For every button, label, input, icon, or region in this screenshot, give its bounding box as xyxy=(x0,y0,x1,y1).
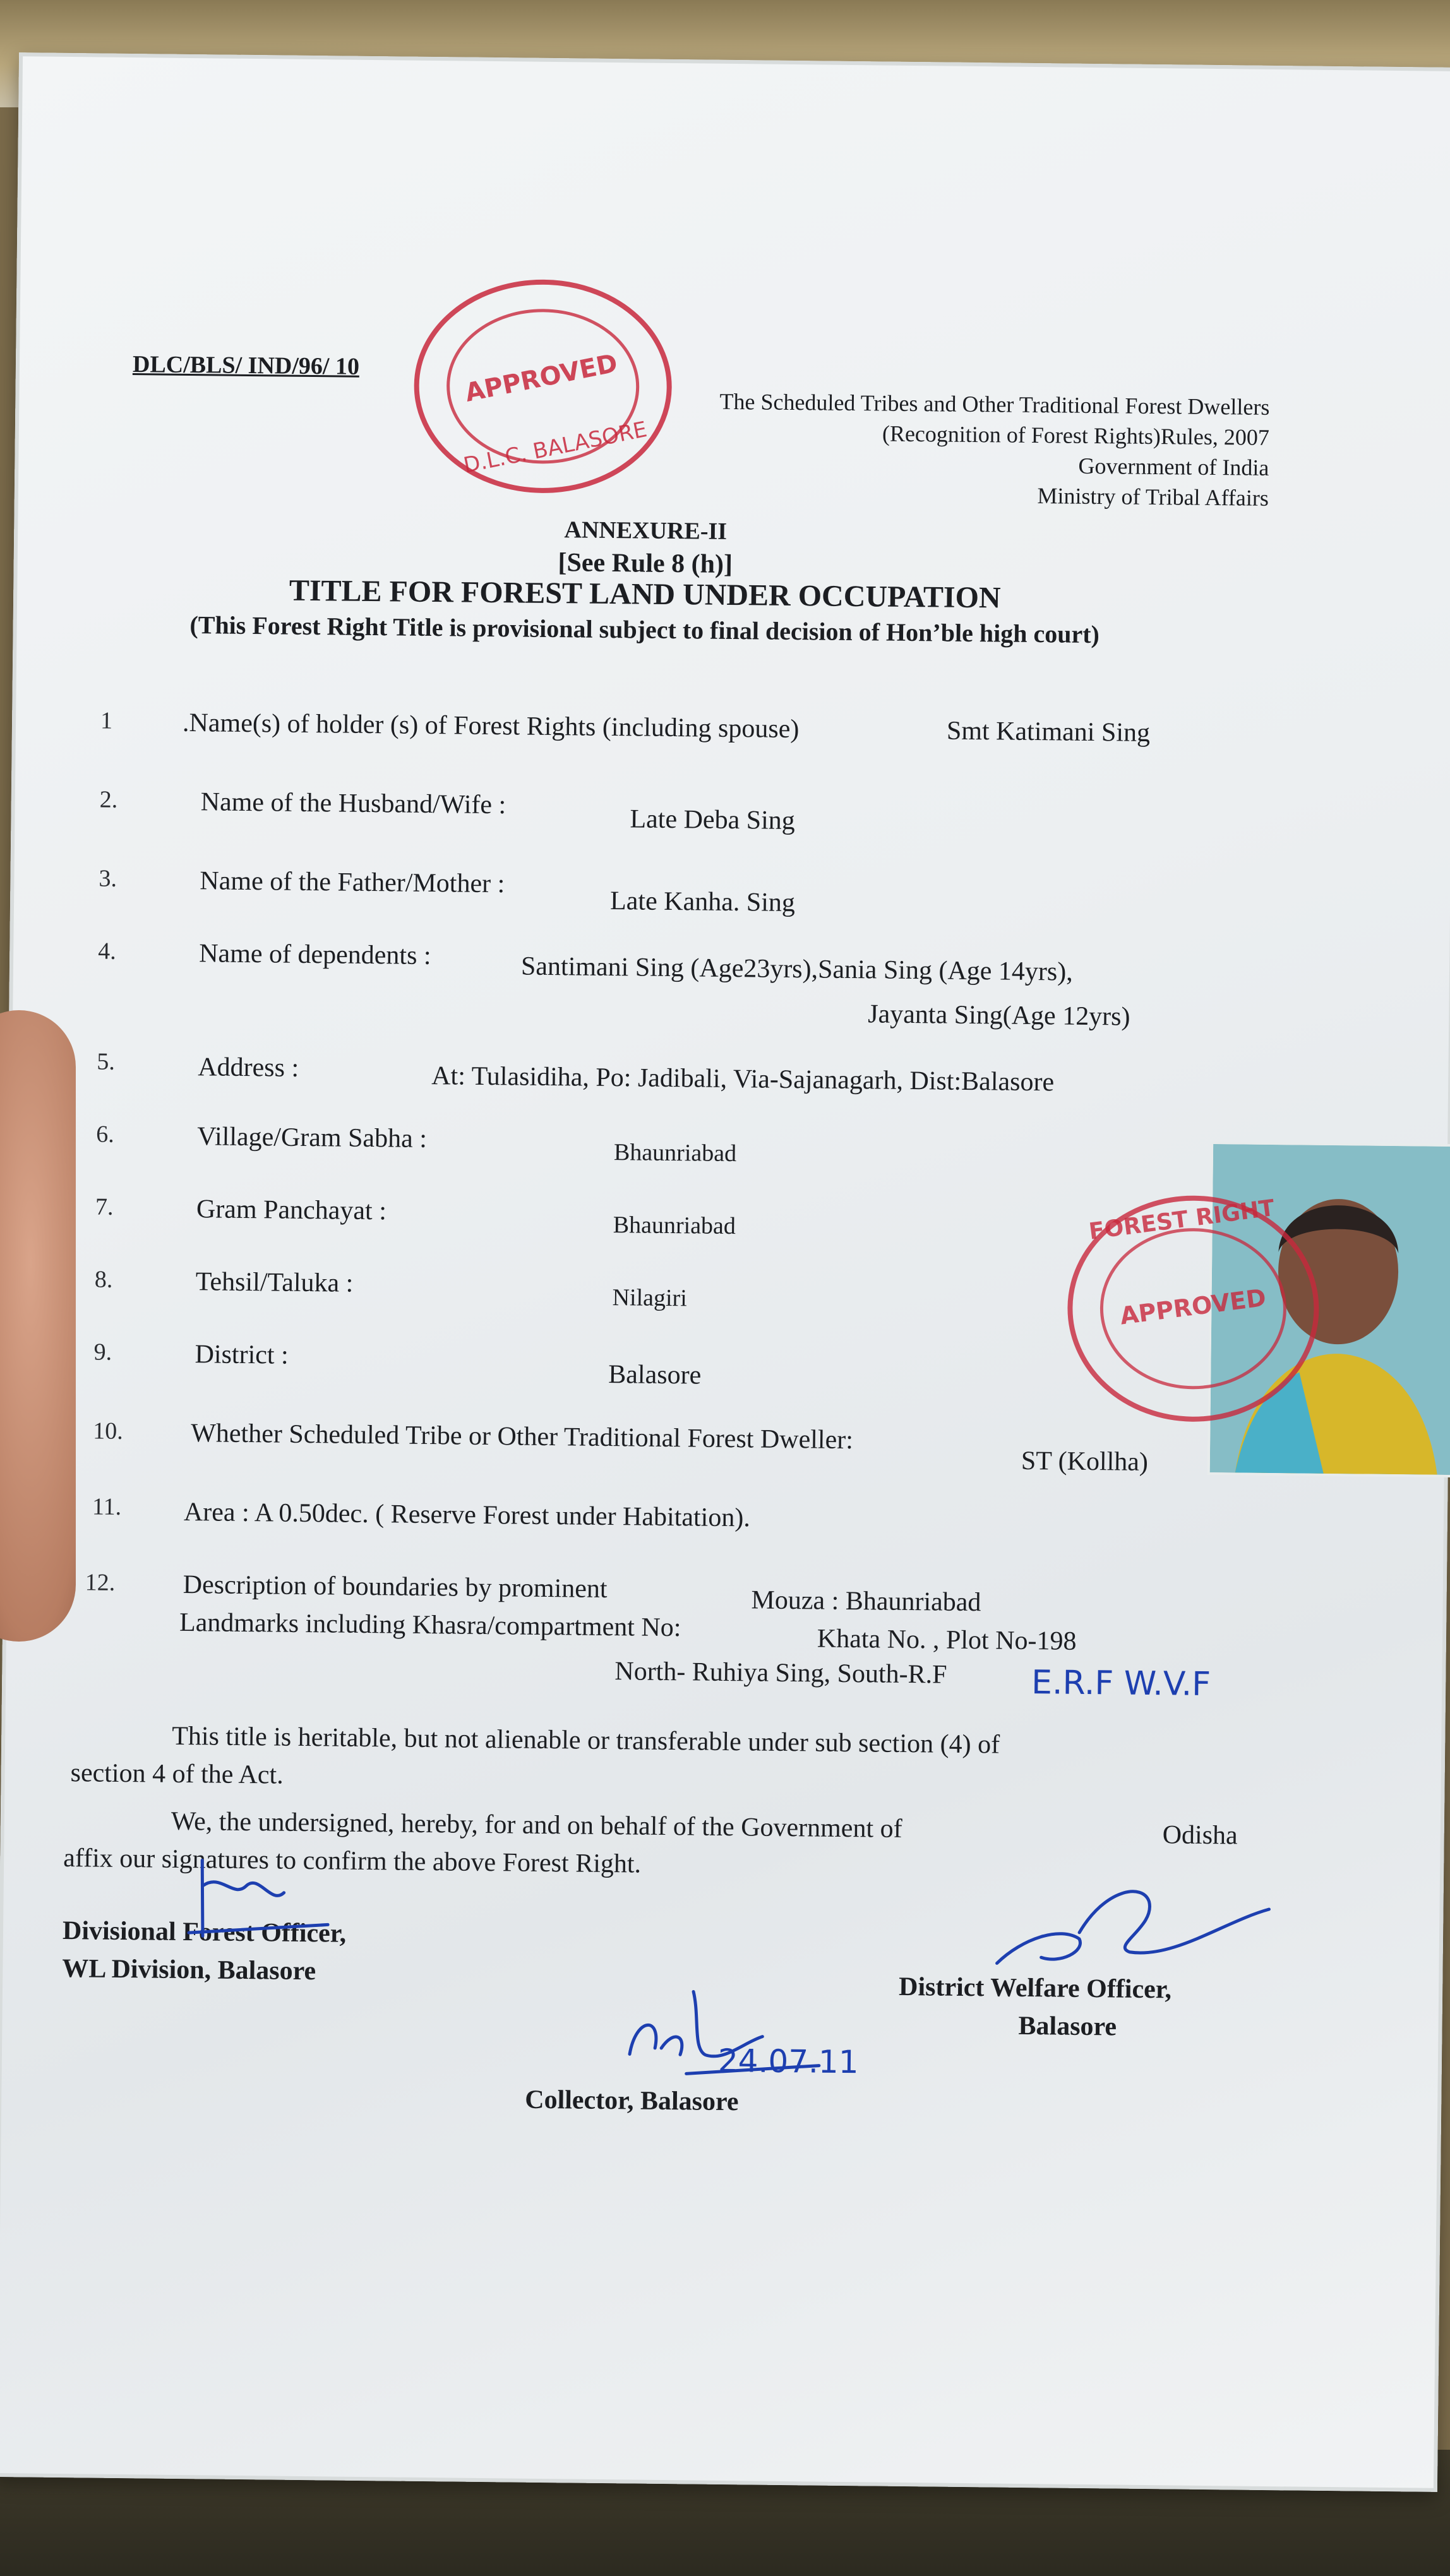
item-8-label: Tehsil/Taluka : xyxy=(195,1267,354,1298)
item-11-number: 11. xyxy=(92,1493,122,1520)
dependents-line-1: Santimani Sing (Age23yrs),Sania Sing (Age 14yrs), xyxy=(520,951,1073,987)
item-6-number: 6. xyxy=(96,1121,114,1148)
item-1-label: .Name(s) of holder (s) of Forest Rights (including spouse) xyxy=(182,708,800,744)
heritable-paragraph-line-2: section 4 of the Act. xyxy=(70,1758,284,1790)
dependents-line-2: Jayanta Sing(Age 12yrs) xyxy=(868,999,1130,1032)
khata-plot-value: Khata No. , Plot No-198 xyxy=(817,1624,1077,1656)
state-name: Odisha xyxy=(1162,1820,1238,1851)
address-value: At: Tulasidiha, Po: Jadibali, Via-Sajanagarh, Dist:Balasore xyxy=(431,1061,1055,1097)
item-2-label: Name of the Husband/Wife : xyxy=(200,787,506,820)
item-4-label: Name of dependents : xyxy=(198,939,431,971)
dfo-signature xyxy=(176,1847,342,1950)
item-12-label-2: Landmarks including Khasra/compartment No: xyxy=(179,1607,681,1643)
document-subtitle: (This Forest Right Title is provisional subject to final decision of Hon’ble high court) xyxy=(189,611,1100,649)
district-value: Balasore xyxy=(608,1360,702,1390)
tehsil-value: Nilagiri xyxy=(612,1284,687,1312)
tribe-value: ST (Kollha) xyxy=(1021,1446,1149,1477)
item-3-label: Name of the Father/Mother : xyxy=(200,866,505,899)
mouza-value: Mouza : Bhaunriabad xyxy=(751,1585,981,1618)
dfo-office: WL Division, Balasore xyxy=(62,1954,316,1986)
spouse-name: Late Deba Sing xyxy=(630,804,795,836)
item-7-number: 7. xyxy=(95,1193,114,1220)
holding-thumb xyxy=(0,1010,76,1642)
village-value: Bhaunriabad xyxy=(613,1139,737,1167)
document-sheet xyxy=(0,52,1450,2492)
dwo-title: District Welfare Officer, xyxy=(898,1972,1172,2005)
gram-panchayat-value: Bhaunriabad xyxy=(613,1212,736,1240)
item-6-label: Village/Gram Sabha : xyxy=(196,1122,428,1154)
header-line-1: The Scheduled Tribes and Other Traditional Forest Dwellers xyxy=(719,388,1270,420)
photo-stamp-ring-text: FOREST RIGHT xyxy=(1087,1195,1276,1245)
dwo-signature xyxy=(984,1868,1282,1985)
dfo-title: Divisional Forest Officer, xyxy=(62,1916,347,1948)
approved-stamp-top xyxy=(400,265,686,508)
heritable-paragraph-line-1: This title is heritable, but not alienable or transferable under sub section (4) of xyxy=(172,1721,1000,1760)
area-value: Area : A 0.50dec. ( Reserve Forest under Habitation). xyxy=(183,1497,751,1533)
dwo-office: Balasore xyxy=(1018,2011,1117,2042)
handwritten-boundary-note: E.R.F W.V.F xyxy=(1031,1664,1211,1704)
header-line-4: Ministry of Tribal Affairs xyxy=(1037,483,1269,511)
holder-name: Smt Katimani Sing xyxy=(946,716,1151,748)
approved-stamp-photo xyxy=(1053,1181,1333,1436)
item-4-number: 4. xyxy=(98,938,116,965)
photo-stamp-center-text: APPROVED xyxy=(1118,1283,1268,1330)
collector-title: Collector, Balasore xyxy=(525,2085,739,2117)
annexure-label: ANNEXURE-II xyxy=(564,516,728,545)
item-12-number: 12. xyxy=(85,1569,116,1596)
top-stamp-center-text: APPROVED xyxy=(462,349,620,408)
item-1-number: 1 xyxy=(100,707,113,734)
item-10-label: Whether Scheduled Tribe or Other Traditional Forest Dweller: xyxy=(191,1419,854,1455)
reference-number: DLC/BLS/ IND/96/ 10 xyxy=(132,351,360,380)
item-5-label: Address : xyxy=(198,1052,299,1083)
collector-signature xyxy=(617,1978,827,2087)
item-8-number: 8. xyxy=(94,1266,113,1293)
parent-name: Late Kanha. Sing xyxy=(609,886,796,918)
document-title: TITLE FOR FOREST LAND UNDER OCCUPATION xyxy=(289,573,1001,615)
header-line-2: (Recognition of Forest Rights)Rules, 2007 xyxy=(882,420,1270,450)
item-3-number: 3. xyxy=(99,865,117,892)
item-5-number: 5. xyxy=(97,1048,116,1075)
item-2-number: 2. xyxy=(99,786,118,813)
item-10-number: 10. xyxy=(93,1417,124,1445)
item-9-number: 9. xyxy=(93,1339,112,1366)
collector-signature-date: 24.07.11 xyxy=(717,2042,859,2081)
item-9-label: District : xyxy=(195,1340,289,1370)
top-stamp-ring-text: D.L.C. BALASORE xyxy=(461,417,649,479)
item-7-label: Gram Panchayat : xyxy=(196,1195,387,1226)
item-12-label: Description of boundaries by prominent xyxy=(183,1570,608,1604)
undersigned-paragraph-line-2: affix our signatures to confirm the above Forest Right. xyxy=(63,1844,642,1879)
header-line-3: Government of India xyxy=(1078,453,1269,480)
rule-label: [See Rule 8 (h)] xyxy=(558,548,733,580)
undersigned-paragraph-line-1: We, the undersigned, hereby, for and on behalf of the Government of xyxy=(171,1806,902,1844)
boundary-north-south: North- Ruhiya Sing, South-R.F xyxy=(614,1657,947,1690)
